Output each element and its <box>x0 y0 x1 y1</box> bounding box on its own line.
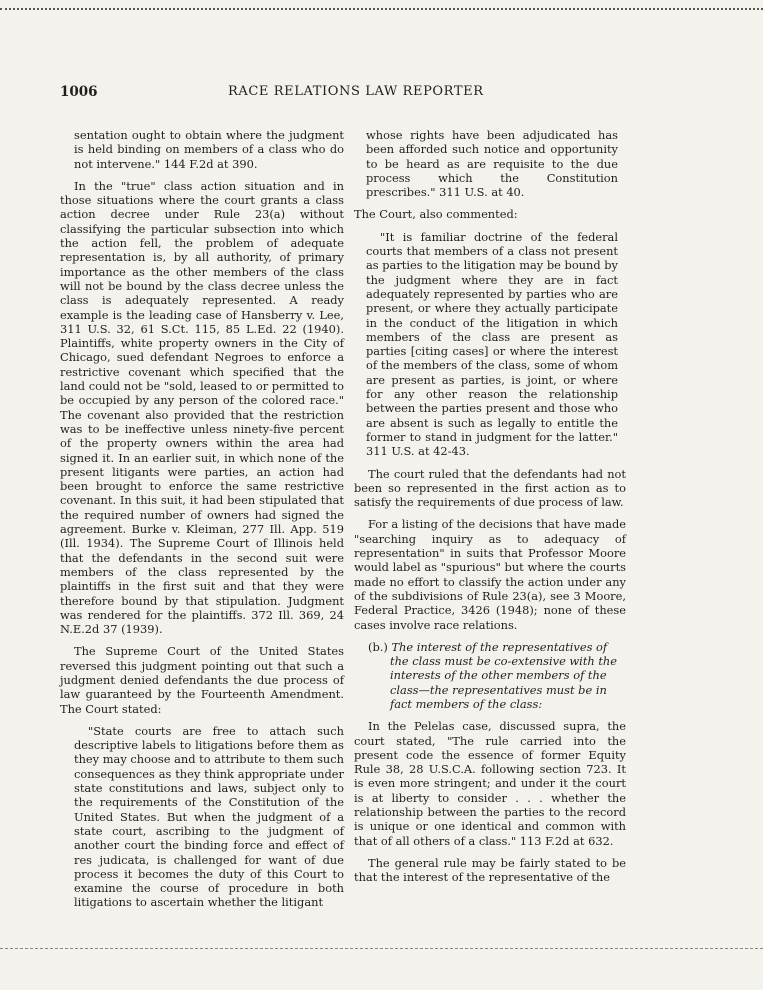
subsection-label: (b.) <box>368 639 388 654</box>
running-head: RACE RELATIONS LAW REPORTER <box>228 84 484 99</box>
paragraph: In the "true" class action situation and in those situations where the court grants a class action decree under Rule 23(a) without classifying the particular subsection into which the action fell, the problem of adequate representation is, by all authority, of primary importance as the other members of the class will not be bound by the class decree unless the class is adequately represented. A ready example is the leading case of Hansberry v. Lee, 311 U.S. 32, 61 S.Ct. 115, 85 L.Ed. 22 (1940). Plaintiffs, white property owners in the City of Chicago, sued defendant Negroes to enforce a restrictive covenant which specified that the land could not be "sold, leased to or permitted to be occupied by any person of the colored race." The covenant also provided that the restriction was to be ineffective unless ninety-five percent of the property owners within the area had signed it. In an earlier suit, in which none of the present litigants were parties, an action had been brought to enforce the same restrictive covenant. In this suit, it had been stipulated that the required number of owners had signed the agreement. Burke v. Kleiman, 277 Ill. App. 519 (Ill. 1934). The Supreme Court of Illinois held that the defendants in the second suit were members of the class represented by the plaintiffs in the first suit and that they were therefore bound by that stipulation. Judgment was rendered for the plaintiffs. 372 Ill. 369, 24 N.E.2d 37 (1939). <box>60 178 344 637</box>
page-header <box>60 84 700 104</box>
page-number: 1006 <box>60 84 98 100</box>
paragraph: The Supreme Court of the United States reversed this judgment pointing out that such a judgment denied defendants the due process of law guaranteed by the Fourteenth Amendment. The Court stated: <box>60 644 344 716</box>
block-quote: "It is familiar doctrine of the federal courts that members of a class not present as parties to the litigation may be bound by the judgment where they are in fact adequately represented by parties who are present, or where they actually participate in the conduct of the litigation in which members of the class are present as parties [citing cases] or where the interest of the members of the class, some of whom are present as parties, is joint, or where for any other reason the relationship between the parties present and those who are absent is such as legally to entitle the former to stand in judgment for the latter." 311 U.S. at 42-43. <box>366 229 618 459</box>
paragraph: The Court, also commented: <box>354 207 518 222</box>
bottom-border-rule <box>0 948 763 949</box>
quote-continuation: sentation ought to obtain where the judgment is held binding on members of a class who do not intervene." 144 F.2d at 390. <box>74 128 344 171</box>
subsection-heading <box>354 640 626 711</box>
paragraph: The court ruled that the defendants had not been so represented in the first action as to satisfy the requirements of due process of law. <box>354 466 626 510</box>
paragraph: For a listing of the decisions that have made "searching inquiry as to adequacy of representation" in suits that Professor Moore would label as "spurious" but where the courts made no effort to classify the action under any of the subdivisions of Rule 23(a), see 3 Moore, Federal Practice, 3426 (1948); none of these cases involve race relations. <box>354 517 626 632</box>
block-quote: "State courts are free to attach such descriptive labels to litigations before them as they may choose and to attribute to them such consequences as they think appropriate under state constitutions and laws, subject only to the requirements of the Constitution of the United States. But when the judgment of a state court, ascribing to the judgment of another court the binding force and effect of res judicata, is challenged for want of due process it becomes the duty of this Court to examine the course of procedure in both litigations to ascertain whether the litigant <box>74 723 344 910</box>
top-border-rule <box>0 8 763 10</box>
quote-continuation: whose rights have been adjudicated has been afforded such notice and opportunity to be heard as are requisite to the due process which the Constitution prescribes." 311 U.S. at 40. <box>366 128 618 200</box>
subsection-text: The interest of the representatives of the class must be co-extensive with the interests of the other members of the class—the representatives must be in fact members of the class: <box>390 639 618 711</box>
paragraph: In the Pelelas case, discussed supra, the court stated, "The rule carried into the present code the essence of former Equity Rule 38, 28 U.S.C.A. following section 723. It is even more stringent; and under it the court is at liberty to consider . . . whether the relationship between the parties to the record is unique or one identical and common with that of all others of a class." 113 F.2d at 632. <box>354 719 626 848</box>
right-column <box>354 128 626 893</box>
left-column <box>60 128 344 918</box>
paragraph: The general rule may be fairly stated to be that the interest of the representative of the <box>354 855 626 885</box>
